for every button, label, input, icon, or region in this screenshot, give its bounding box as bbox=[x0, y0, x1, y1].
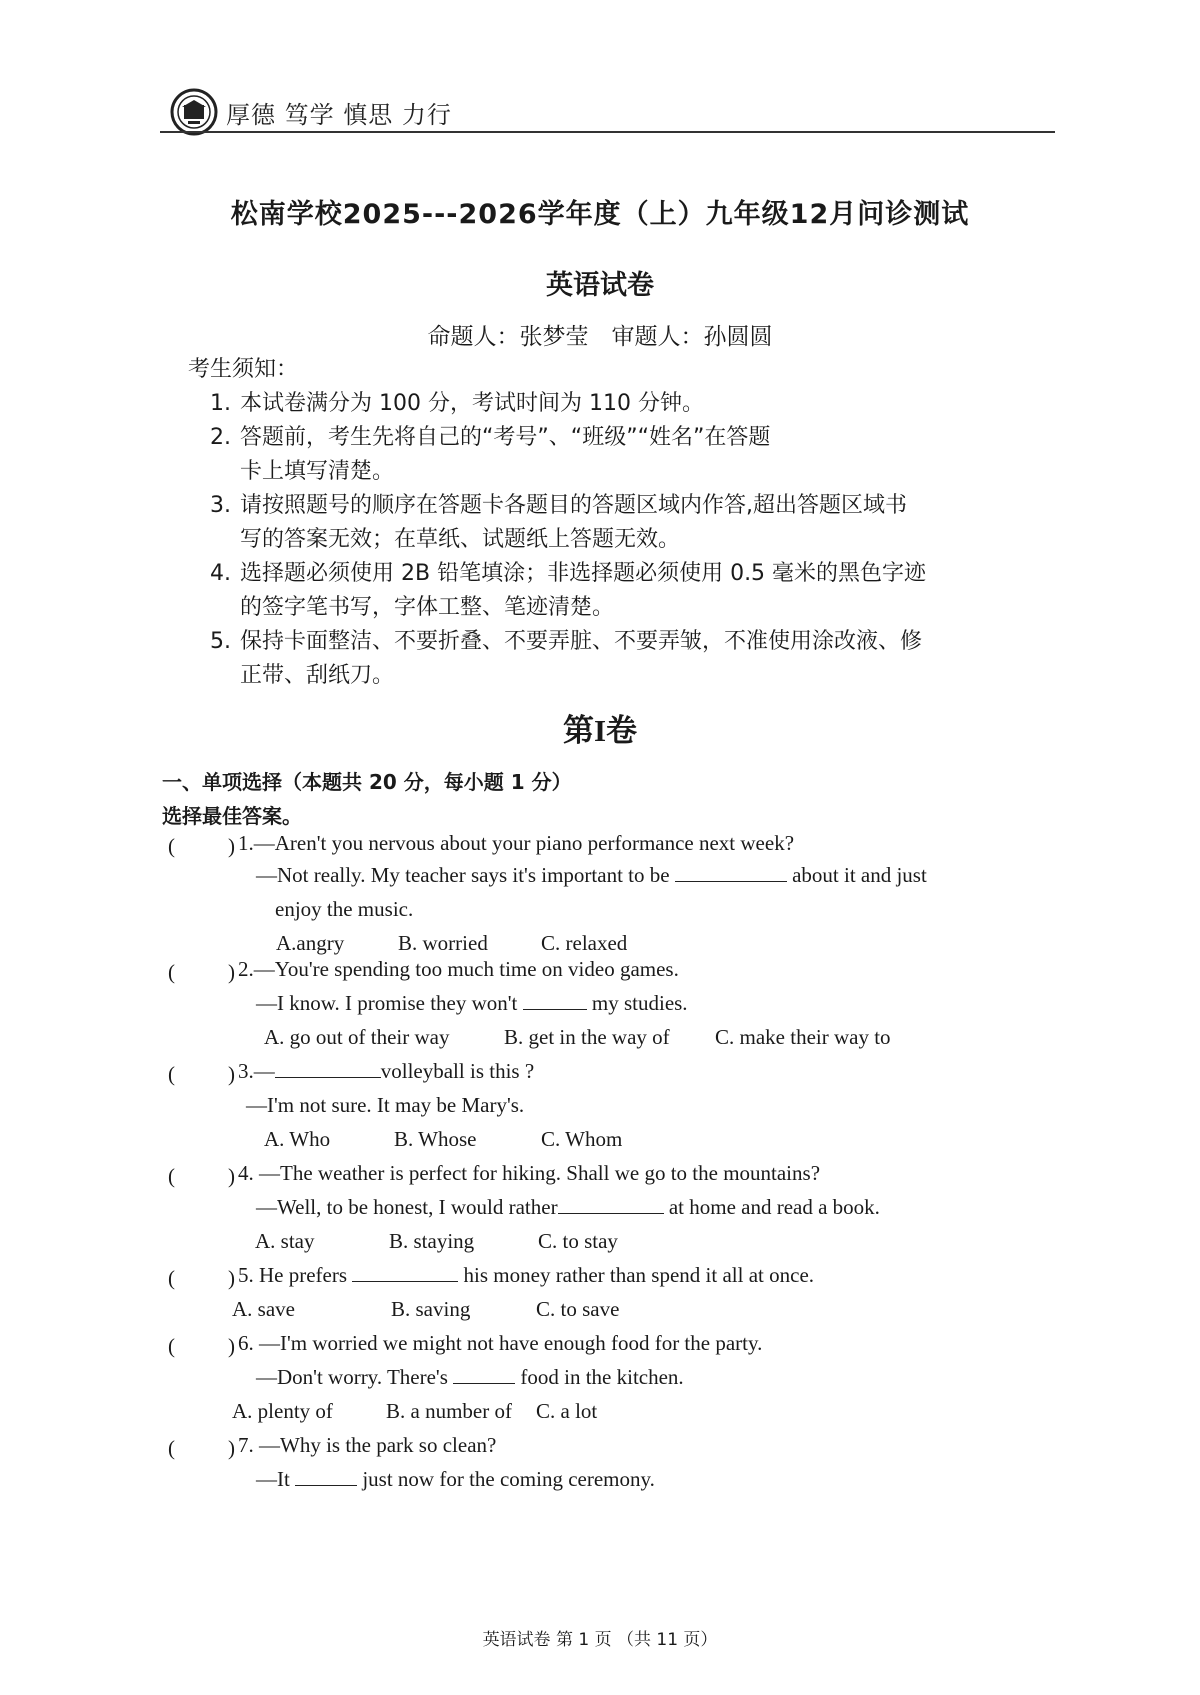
exam-authors: 命题人：张梦莹 审题人：孙圆圆 bbox=[427, 324, 773, 350]
option-a: A. plenty of bbox=[232, 1399, 333, 1423]
answer-paren-close: ) bbox=[228, 960, 235, 984]
question-line: —I'm not sure. It may be Mary's. bbox=[246, 1093, 525, 1117]
notice-text: 答题前，考生先将自己的“考号”、“班级”“姓名”在答题 bbox=[240, 425, 771, 450]
exam-title: 松南学校2025---2026学年度（上）九年级12月问诊测试 bbox=[230, 199, 970, 230]
question-line bbox=[256, 1190, 880, 1224]
notice-item bbox=[188, 557, 1058, 591]
exam-subtitle: 英语试卷 bbox=[546, 270, 654, 301]
option-c: C. make their way to bbox=[715, 1025, 891, 1049]
notice-number: 4. bbox=[210, 561, 231, 586]
header-divider bbox=[160, 131, 1055, 133]
question-text: volleyball is this ? bbox=[380, 1059, 535, 1083]
notice-number: 1. bbox=[210, 391, 231, 416]
question-stem bbox=[238, 1258, 814, 1292]
question-text: just now for the coming ceremony. bbox=[362, 1467, 655, 1491]
notice-item-continuation bbox=[188, 455, 1058, 489]
option-b: B. get in the way of bbox=[504, 1025, 670, 1049]
notice-text: 写的答案无效；在草纸、试题纸上答题无效。 bbox=[240, 527, 681, 552]
answer-paren-open: ( bbox=[168, 960, 175, 984]
question-stem: 6. —I'm worried we might not have enough food for the party. bbox=[238, 1331, 763, 1355]
option-c: C. to stay bbox=[538, 1229, 618, 1253]
notice-text: 选择题必须使用 2B 铅笔填涂；非选择题必须使用 0.5 毫米的黑色字迹 bbox=[240, 561, 927, 586]
answer-paren-open: ( bbox=[168, 1334, 175, 1358]
answer-paren-close: ) bbox=[228, 1266, 235, 1290]
option-a: A. save bbox=[232, 1297, 295, 1321]
notice-text: 本试卷满分为 100 分，考试时间为 110 分钟。 bbox=[240, 391, 704, 416]
question-text: food in the kitchen. bbox=[520, 1365, 684, 1389]
question-stem bbox=[238, 1054, 534, 1088]
option-c: C. to save bbox=[536, 1297, 620, 1321]
question-line bbox=[256, 1462, 655, 1496]
section-heading: 一、单项选择（本题共 20 分，每小题 1 分） bbox=[162, 770, 572, 794]
option-a: A. Who bbox=[264, 1127, 331, 1151]
answer-blank[interactable] bbox=[523, 987, 587, 1010]
answer-paren-open: ( bbox=[168, 834, 175, 858]
notice-text: 正带、刮纸刀。 bbox=[240, 663, 395, 688]
notice-item-continuation bbox=[188, 523, 1058, 557]
option-c: C. relaxed bbox=[541, 931, 628, 955]
question-line bbox=[256, 858, 927, 892]
notice-text: 卡上填写清楚。 bbox=[240, 459, 395, 484]
question-stem: 4. —The weather is perfect for hiking. Shall we go to the mountains? bbox=[238, 1161, 821, 1185]
question-stem: 1.—Aren't you nervous about your piano performance next week? bbox=[238, 831, 795, 855]
option-a: A. go out of their way bbox=[264, 1025, 450, 1049]
question-text: his money rather than spend it all at once. bbox=[463, 1263, 815, 1287]
question-text: —It bbox=[256, 1467, 290, 1491]
question-text: 5. He prefers bbox=[238, 1263, 348, 1287]
question-text: about it and just bbox=[792, 863, 927, 887]
notice-item-continuation bbox=[188, 591, 1058, 625]
notice-item bbox=[188, 421, 1058, 455]
notice-number: 2. bbox=[210, 425, 231, 450]
answer-paren-open: ( bbox=[168, 1062, 175, 1086]
answer-paren-close: ) bbox=[228, 1436, 235, 1460]
option-b: B. staying bbox=[389, 1229, 475, 1253]
question-text: —Don't worry. There's bbox=[256, 1365, 448, 1389]
option-b: B. worried bbox=[398, 931, 488, 955]
notice-text: 请按照题号的顺序在答题卡各题目的答题区域内作答,超出答题区域书 bbox=[240, 493, 907, 518]
answer-blank[interactable] bbox=[453, 1361, 515, 1384]
option-b: B. a number of bbox=[386, 1399, 512, 1423]
question-text: at home and read a book. bbox=[668, 1195, 880, 1219]
question-line bbox=[256, 1360, 684, 1394]
question-text: —Well, to be honest, I would rather bbox=[256, 1195, 558, 1219]
question-text: —I know. I promise they won't bbox=[256, 991, 518, 1015]
answer-blank[interactable] bbox=[275, 1055, 381, 1078]
answer-blank[interactable] bbox=[352, 1259, 458, 1282]
part-title: 第I卷 bbox=[562, 713, 638, 748]
notice-list bbox=[188, 387, 1058, 693]
question-text: —Not really. My teacher says it's important to be bbox=[256, 863, 670, 887]
candidate-notice bbox=[188, 353, 1058, 693]
section-instruction: 选择最佳答案。 bbox=[162, 804, 302, 828]
school-logo-icon bbox=[170, 88, 218, 136]
answer-paren-close: ) bbox=[228, 1062, 235, 1086]
notice-text: 的签字笔书写，字体工整、笔迹清楚。 bbox=[240, 595, 615, 620]
answer-paren-close: ) bbox=[228, 1164, 235, 1188]
answer-blank[interactable] bbox=[558, 1191, 664, 1214]
notice-item bbox=[188, 489, 1058, 523]
option-a: A.angry bbox=[276, 931, 345, 955]
question-line bbox=[256, 986, 688, 1020]
question-stem: 2.—You're spending too much time on video games. bbox=[238, 957, 679, 981]
notice-title: 考生须知： bbox=[188, 357, 299, 382]
question-text: 3.— bbox=[238, 1059, 275, 1083]
page-header bbox=[160, 82, 1055, 132]
notice-item-continuation bbox=[188, 659, 1058, 693]
answer-paren-close: ) bbox=[228, 834, 235, 858]
school-motto: 厚德 笃学 慎思 力行 bbox=[226, 101, 452, 129]
answer-paren-open: ( bbox=[168, 1164, 175, 1188]
option-c: C. Whom bbox=[541, 1127, 623, 1151]
page-footer: 英语试卷 第 1 页 （共 11 页） bbox=[482, 1630, 718, 1650]
question-stem: 7. —Why is the park so clean? bbox=[238, 1433, 497, 1457]
answer-blank[interactable] bbox=[675, 859, 787, 882]
answer-paren-open: ( bbox=[168, 1436, 175, 1460]
notice-number: 5. bbox=[210, 629, 231, 654]
notice-number: 3. bbox=[210, 493, 231, 518]
notice-item bbox=[188, 625, 1058, 659]
answer-paren-open: ( bbox=[168, 1266, 175, 1290]
option-c: C. a lot bbox=[536, 1399, 598, 1423]
section-heading-block bbox=[162, 765, 572, 833]
option-a: A. stay bbox=[255, 1229, 315, 1253]
option-b: B. saving bbox=[391, 1297, 471, 1321]
option-b: B. Whose bbox=[394, 1127, 477, 1151]
question-text: my studies. bbox=[591, 991, 688, 1015]
notice-item bbox=[188, 387, 1058, 421]
question-line: enjoy the music. bbox=[275, 897, 414, 921]
answer-paren-close: ) bbox=[228, 1334, 235, 1358]
notice-text: 保持卡面整洁、不要折叠、不要弄脏、不要弄皱，不准使用涂改液、修 bbox=[240, 629, 923, 654]
answer-blank[interactable] bbox=[295, 1463, 357, 1486]
